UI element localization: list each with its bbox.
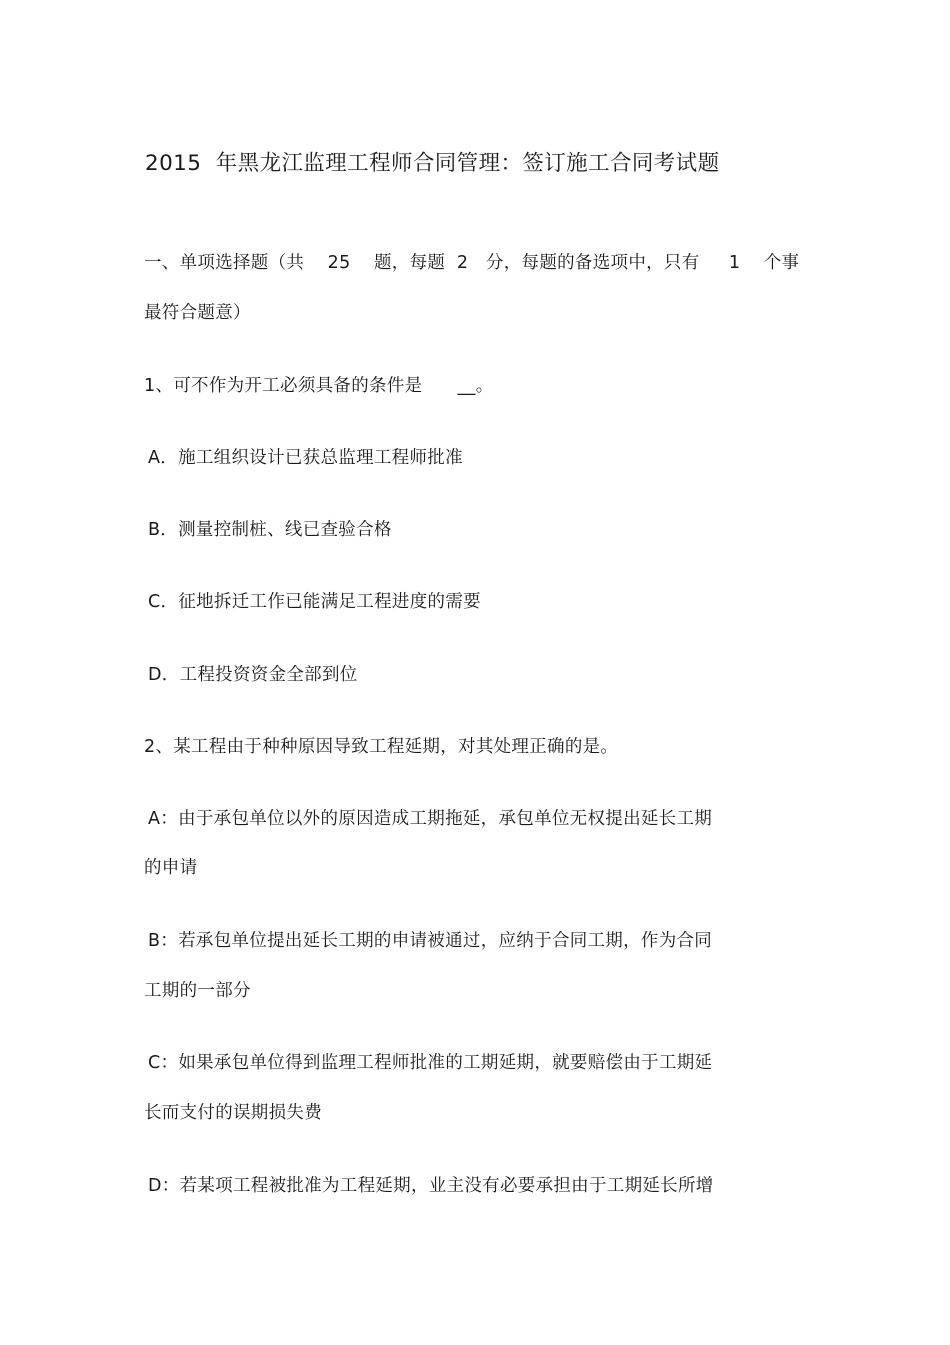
question-2-option-d: D：若某项工程被批准为工程延期，业主没有必要承担由于工期延长所增: [148, 1176, 714, 1196]
document-title: 2015 年黑龙江监理工程师合同管理：签订施工合同考试题: [145, 151, 720, 176]
question-2-option-c: C：如果承包单位得到监理工程师批准的工期延期，就要赔偿由于工期延: [148, 1053, 713, 1073]
question-2-option-b: B：若承包单位提出延长工期的申请被通过，应纳于合同工期，作为合同: [148, 931, 713, 951]
question-2-option-a-continued: 的申请: [144, 858, 198, 878]
question-1-option-c: C．征地拆迁工作已能满足工程进度的需要: [148, 592, 481, 612]
question-1-option-d: D．工程投资资金全部到位: [148, 665, 358, 685]
question-2-option-b-continued: 工期的一部分: [144, 981, 251, 1001]
question-2-stem: 2、某工程由于种种原因导致工程延期，对其处理正确的是。: [144, 737, 619, 757]
question-2-option-c-continued: 长而支付的误期损失费: [144, 1103, 322, 1123]
question-1-option-b: B．测量控制桩、线已查验合格: [148, 520, 392, 540]
question-1-stem: 1、可不作为开工必须具备的条件是 __。: [144, 376, 494, 396]
question-2-option-a: A：由于承包单位以外的原因造成工期拖延，承包单位无权提出延长工期: [148, 809, 713, 829]
section-heading: 一、单项选择题（共 25 题，每题 2 分，每题的备选项中，只有 1 个事: [144, 253, 800, 273]
section-heading-continued: 最符合题意）: [144, 303, 251, 323]
question-1-option-a: A．施工组织设计已获总监理工程师批准: [148, 448, 463, 468]
